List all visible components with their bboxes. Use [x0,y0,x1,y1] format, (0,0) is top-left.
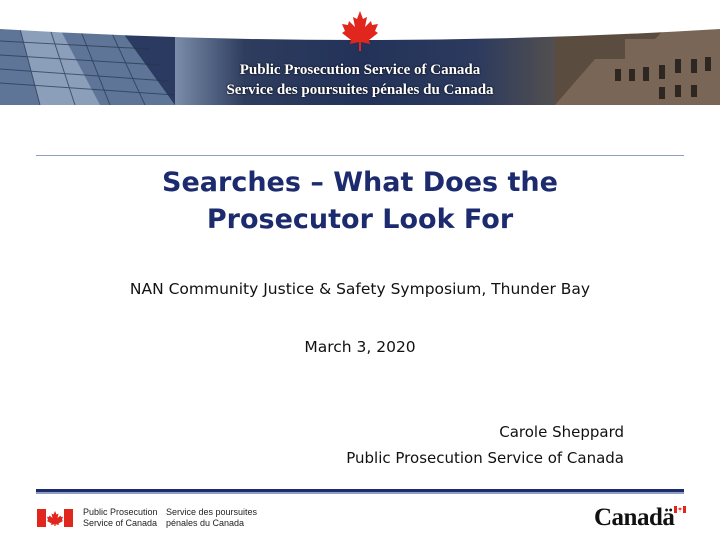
footer-org-en-line2: Service of Canada [83,518,158,528]
presenter-organization: Public Prosecution Service of Canada [346,449,624,467]
banner-title-fr: Service des poursuites pénales du Canada [226,82,494,98]
wordmark-flag-icon [674,506,686,513]
presenter-name: Carole Sheppard [499,423,624,441]
bottom-divider [36,489,684,494]
top-divider [36,155,684,156]
canada-wordmark-text: Canadä [594,504,675,531]
canada-wordmark [594,505,686,531]
event-subtitle: NAN Community Justice & Safety Symposium, Thunder Bay [129,280,591,298]
canada-flag-icon [37,509,73,527]
maple-leaf-icon [338,9,382,53]
slide-title-line2: Prosecutor Look For [206,204,514,235]
footer-org-fr-line2: pénales du Canada [166,518,245,528]
footer-org-fr-line1: Service des poursuites [166,507,258,517]
slide-title-line1: Searches – What Does the [162,167,558,198]
footer-org-en-line1: Public Prosecution [83,507,158,517]
event-date: March 3, 2020 [304,338,416,356]
banner-title-en: Public Prosecution Service of Canada [239,62,481,78]
